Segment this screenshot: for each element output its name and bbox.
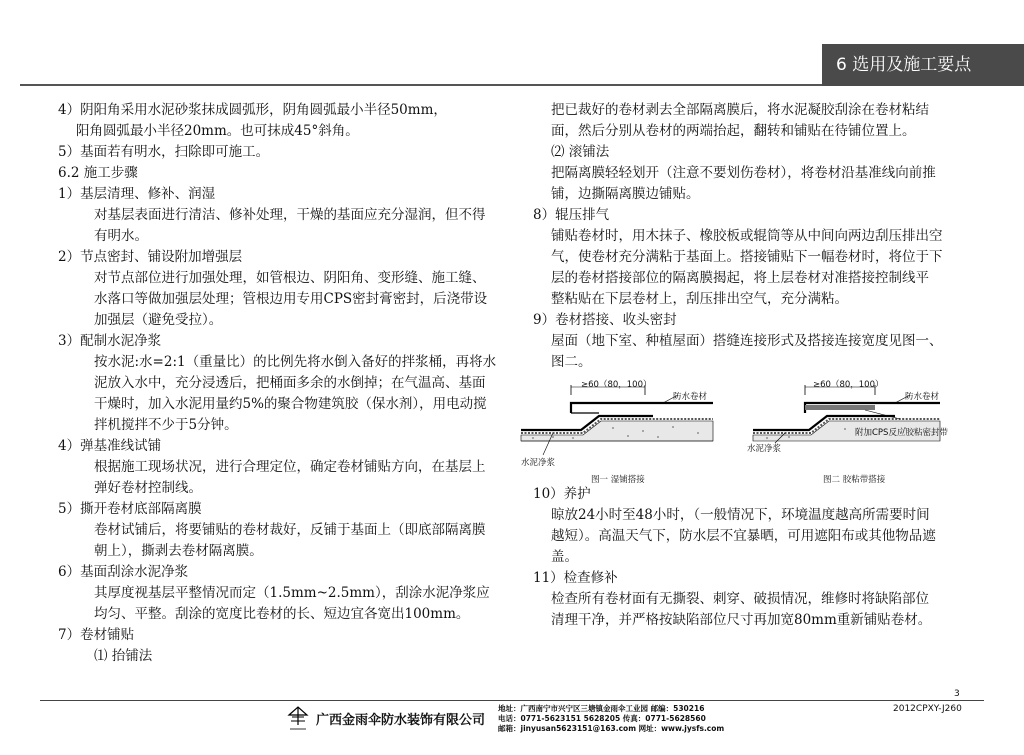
text-line: 9）卷材搭接、收头密封 [533, 312, 677, 328]
figure-tape-lap [745, 373, 960, 485]
dimension-label: ≥60（80，100） [581, 380, 652, 390]
text-line: 清理干净，并严格按缺陷部位尺寸再加宽80mm重新铺贴卷材。 [551, 612, 932, 628]
text-line: 盖。 [551, 549, 578, 565]
figure-caption: 图二 胶粘带搭接 [823, 475, 886, 485]
text-line: 水落口等做加强层处理；管根边用专用CPS密封膏密封，后浇带设 [94, 291, 488, 307]
text-line: 其厚度视基层平整情况而定（1.5mm~2.5mm），刮涂水泥净浆应 [94, 585, 490, 601]
address-line: 地址：广西南宁市兴宁区三塘镇金雨伞工业园 邮编：530216 [498, 704, 705, 713]
text-line: 有明水。 [94, 228, 148, 244]
text-line: 4）阴阳角采用水泥砂浆抹成圆弧形，阴角圆弧最小半径50mm， [58, 102, 447, 118]
paste-label: 水泥净浆 [521, 458, 556, 468]
tape-label: 附加CPS反应胶粘密封带 [855, 428, 948, 438]
text-line: 按水泥:水=2:1（重量比）的比例先将水倒入备好的拌浆桶，再将水 [94, 354, 497, 370]
text-line: 7）卷材铺贴 [58, 627, 135, 643]
text-line: 8）辊压排气 [533, 207, 610, 223]
text-line: 6.2 施工步骤 [58, 165, 138, 181]
text-line: 整粘贴在下层卷材上，刮压排出空气，充分满粘。 [551, 291, 848, 307]
right-top-text [533, 100, 973, 373]
text-line: 根据施工现场状况，进行合理定位，确定卷材铺贴方向，在基层上 [94, 459, 486, 475]
text-line: 2）节点密封、铺设附加增强层 [58, 249, 243, 265]
membrane-label: 防水卷材 [905, 392, 940, 402]
text-line: 弹好卷材控制线。 [94, 480, 202, 496]
text-line: 屋面（地下室、种植屋面）搭缝连接形式及搭接连接宽度见图一、 [551, 333, 943, 349]
figure-caption: 图一 湿铺搭接 [591, 475, 645, 485]
text-line: 加强层（避免受拉）。 [94, 312, 223, 328]
membrane-label: 防水卷材 [673, 392, 708, 402]
text-line: 阳角圆弧最小半径20mm。也可抹成45°斜角。 [76, 123, 359, 139]
text-line: 图二。 [551, 354, 592, 370]
company-name: 广西金雨伞防水装饰有限公司 [316, 713, 486, 728]
text-line: 拌机搅拌不少于5分钟。 [94, 417, 238, 433]
text-line: 朝上），撕剥去卷材隔离膜。 [94, 543, 263, 559]
text-line: 4）弹基准线试铺 [58, 438, 162, 454]
figures-area [513, 373, 973, 485]
text-line: 越短）。高温天气下，防水层不宜暴晒，可用遮阳布或其他物品遮 [551, 528, 936, 544]
email-line: 邮箱：jinyusan5623151@163.com 网址：www.jysfs.com [498, 724, 725, 733]
text-line: 1）基层清理、修补、润湿 [58, 186, 216, 202]
text-line: 层的卷材搭接部位的隔离膜揭起，将上层卷材对准搭接控制线平 [551, 270, 929, 286]
text-line: 6）基面刮涂水泥净浆 [58, 564, 189, 580]
section-title: 6 选用及施工要点 [822, 44, 1024, 86]
text-line: 气，使卷材充分满粘于基面上。搭接铺贴下一幅卷材时，将位于下 [551, 249, 943, 265]
text-line: 把隔离膜轻轻划开（注意不要划伤卷材），将卷材沿基准线向前推 [551, 165, 936, 181]
text-line: 10）养护 [533, 486, 591, 502]
text-line: 5）撕开卷材底部隔离膜 [58, 501, 202, 517]
left-column [58, 100, 498, 667]
text-line: 检查所有卷材面有无撕裂、刺穿、破损情况，维修时将缺陷部位 [551, 591, 929, 607]
text-line: 面，然后分别从卷材的两端抬起，翻转和铺贴在待铺位置上。 [551, 123, 916, 139]
document-code: 2012CPXY-J260 [893, 704, 962, 714]
text-line: ⑵ 滚铺法 [551, 144, 610, 160]
phone-line: 电话：0771-5623151 5628205 传真：0771-5628560 [498, 714, 706, 723]
dimension-label: ≥60（80，100） [813, 380, 884, 390]
figure-wet-lap [513, 373, 728, 485]
text-line: 铺，边撕隔离膜边铺贴。 [551, 186, 700, 202]
text-line: 泥放入水中，充分浸透后，把桶面多余的水倒掉；在气温高、基面 [94, 375, 486, 391]
company-logo [287, 705, 309, 733]
text-line: 铺贴卷材时，用木抹子、橡胶板或辊筒等从中间向两边刮压排出空 [551, 228, 943, 244]
text-line: 把已裁好的卷材剥去全部隔离膜后，将水泥凝胶刮涂在卷材粘结 [551, 102, 929, 118]
right-bottom-text [533, 484, 973, 631]
right-column [521, 100, 973, 631]
text-line: 11）检查修补 [533, 570, 618, 586]
text-line: 对节点部位进行加强处理，如管根边、阴阳角、变形缝、施工缝、 [94, 270, 486, 286]
text-line: 5）基面若有明水，扫除即可施工。 [58, 144, 270, 160]
text-line: 干燥时，加入水泥用量约5%的聚合物建筑胶（保水剂），用电动搅 [94, 396, 487, 412]
footer-rule [40, 700, 984, 701]
contact-info [498, 704, 724, 734]
text-line: ⑴ 抬铺法 [94, 648, 153, 664]
umbrella-icon [287, 705, 309, 733]
text-line: 对基层表面进行清洁、修补处理，干燥的基面应充分湿润，但不得 [94, 207, 486, 223]
text-line: 卷材试铺后，将要铺贴的卷材裁好，反铺于基面上（即底部隔离膜 [94, 522, 486, 538]
page-number: 3 [954, 689, 960, 699]
cps-sealing-tape [805, 405, 875, 410]
text-line: 均匀、平整。刮涂的宽度比卷材的长、短边宜各宽出100mm。 [94, 606, 470, 622]
paste-label: 水泥净浆 [747, 444, 782, 454]
text-line: 3）配制水泥净浆 [58, 333, 162, 349]
text-line: 晾放24小时至48小时，（一般情况下，环境温度越高所需要时间 [551, 507, 930, 523]
